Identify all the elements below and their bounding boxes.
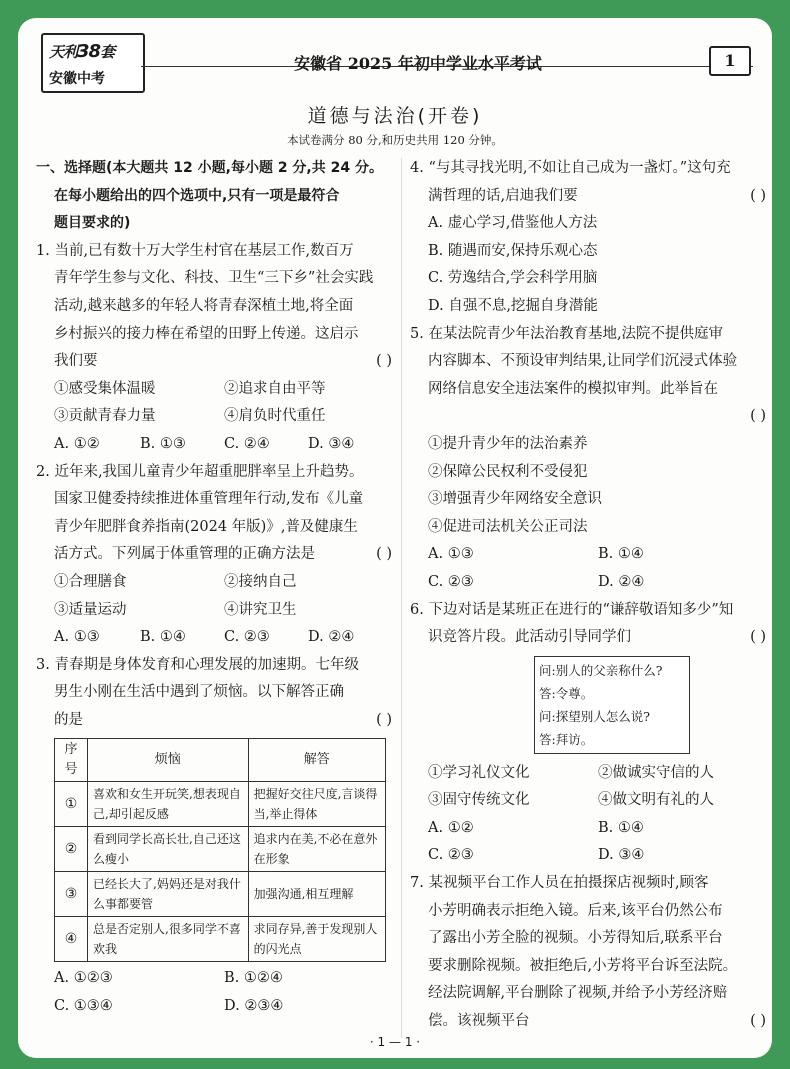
option-c[interactable]: C. ②③ [224,629,270,646]
table-header-row [55,739,386,782]
table-row [55,827,386,872]
row-number: ② [55,827,88,872]
option-c[interactable]: C. 劳逸结合,学会科学用脑 [428,270,598,287]
worries-table [54,738,386,962]
question-text: 了露出小芳全脸的视频。小芳得知后,联系平台 [428,930,723,947]
question-6 [410,597,770,871]
answer-paren[interactable]: ( ) [376,546,392,563]
statement: ④促进司法机关公正司法 [428,518,588,535]
answer-cell: 求同存异,善于发现别人的闪光点 [248,917,385,962]
question-text: 内容脚本、不预设审判结果,让同学们沉浸式体验 [428,353,738,370]
brand-logo [41,33,145,93]
page-number-box: 1 [709,46,751,76]
column-header: 烦恼 [88,739,249,782]
answer-paren[interactable]: ( ) [750,1013,766,1030]
question-text: 国家卫健委持续推进体重管理年行动,发布《儿童 [54,491,364,508]
answer-cell: 把握好交往尺度,言谈得当,举止得体 [248,782,385,827]
options-row [410,541,770,569]
statement: ①提升青少年的法治素养 [428,435,588,452]
statement: ④做文明有礼的人 [598,792,714,809]
statement: ②追求自由平等 [224,380,326,397]
statement: ②保障公民权利不受侵犯 [428,463,588,480]
statement: ③贡献青春力量 [54,408,156,425]
answer-paren[interactable]: ( ) [750,187,766,204]
question-text: 经法院调解,平台删除了视频,并给予小芳经济赔 [428,985,728,1002]
logo-wordmark: 天利38套 [49,41,115,62]
subject-title: 道德与法治(开卷) [307,105,483,127]
option-d[interactable]: D. ③④ [598,847,645,864]
question-text: 男生小刚在生活中遇到了烦恼。以下解答正确 [54,684,344,701]
option-d[interactable]: D. ②③④ [224,998,284,1015]
table-row [55,782,386,827]
options-row [410,815,770,843]
question-text: 5. 在某法院青少年法治教育基地,法院不提供庭审 [410,325,724,342]
column-header: 序号 [55,739,88,782]
question-text: 6. 下边对话是某班正在进行的“谦辞敬语知多少”知 [410,601,734,618]
row-number: ③ [55,872,88,917]
row-number: ① [55,782,88,827]
dialog-line: 答:拜访。 [539,731,594,747]
option-a[interactable]: A. 虚心学习,借鉴他人方法 [428,215,598,232]
statement: ②做诚实守信的人 [598,764,714,781]
option-a[interactable]: A. ①③ [428,546,474,563]
options-row [36,624,396,652]
question-2 [36,459,396,652]
exam-note: 本试卷满分 80 分,和历史共用 120 分钟。 [287,133,503,147]
right-column [410,155,770,1036]
options-row [410,569,770,597]
statement-row [36,376,396,404]
question-text: 要求删除视频。被拒绝后,小芳将平台诉至法院。 [428,957,738,974]
worry-cell: 已经长大了,妈妈还是对我什么事都要管 [88,872,249,917]
statement: ③适量运动 [54,601,127,618]
left-column [36,155,396,1021]
option-d[interactable]: D. ②④ [598,573,645,590]
worry-cell: 总是否定别人,很多同学不喜欢我 [88,917,249,962]
option-a[interactable]: A. ①② [428,819,474,836]
section-instruction: 在每小题给出的四个选项中,只有一项是最符合 [54,187,340,204]
dialog-line: 问:别人的父亲称什么? [539,662,663,678]
question-4 [410,155,770,321]
question-5 [410,321,770,597]
option-b[interactable]: B. ①③ [140,435,186,452]
question-text: 我们要 ( ) [36,348,396,376]
answer-cell: 加强沟通,相互理解 [248,872,385,917]
column-header: 解答 [248,739,385,782]
statement: ④肩负时代重任 [224,408,326,425]
question-text [410,403,770,431]
statement: ①学习礼仪文化 [428,764,530,781]
question-text: 4. “与其寻找光明,不如让自己成为一盏灯。”这句充 [410,160,731,176]
question-text: 活方式。下列属于体重管理的正确方法是 ( ) [36,541,396,569]
option-b[interactable]: B. ①④ [140,629,186,646]
option-b[interactable]: B. 随遇而安,保持乐观心态 [428,242,598,259]
table-row [55,917,386,962]
option-d[interactable]: D. ③④ [308,435,355,452]
question-7 [410,870,770,1036]
question-text: 2. 近年来,我国儿童青少年超重肥胖率呈上升趋势。 [36,463,364,480]
question-text: 偿。该视频平台 ( ) [410,1008,770,1036]
dialog-line: 答:令尊。 [539,685,594,701]
option-d[interactable]: D. ②④ [308,629,355,646]
answer-paren[interactable]: ( ) [376,353,392,370]
exam-title: 安徽省 2025 年初中学业水平考试 [294,54,542,73]
option-d[interactable]: D. 自强不息,挖掘自身潜能 [428,297,598,314]
option-a[interactable]: A. ①③ [54,629,100,646]
statement-row [410,760,770,788]
question-text: 乡村振兴的接力棒在希望的田野上传递。这启示 [54,325,359,342]
question-text: 识竞答片段。此活动引导同学们 ( ) [410,624,770,652]
statement-row [36,597,396,625]
statement: ③固守传统文化 [428,792,530,809]
statement-row [36,569,396,597]
statement-row [36,403,396,431]
option-c[interactable]: C. ①③④ [54,998,113,1015]
statement: ①感受集体温暖 [54,380,156,397]
statement-row [410,787,770,815]
option-b[interactable]: B. ①④ [598,819,644,836]
option-c[interactable]: C. ②④ [224,435,270,452]
worry-cell: 看到同学长高长壮,自己还这么瘦小 [88,827,249,872]
option-c[interactable]: C. ②③ [428,573,474,590]
option-b[interactable]: B. ①②④ [224,970,283,987]
options-row [36,965,396,993]
worry-cell: 喜欢和女生开玩笑,想表现自己,却引起反感 [88,782,249,827]
question-text: 1. 当前,已有数十万大学生村官在基层工作,数百万 [36,242,354,259]
option-c[interactable]: C. ②③ [428,847,474,864]
dialog-box [534,656,690,754]
question-text: 网络信息安全违法案件的模拟审判。此举旨在 [428,380,718,397]
table-row [55,872,386,917]
statement: ④讲究卫生 [224,601,297,618]
question-text: 小芳明确表示拒绝入镜。后来,该平台仍然公布 [428,902,723,919]
answer-paren[interactable]: ( ) [376,711,392,728]
question-1 [36,238,396,459]
statement: ③增强青少年网络安全意识 [428,491,602,508]
question-text: 青年学生参与文化、科技、卫生“三下乡”社会实践 [54,270,374,287]
option-a[interactable]: A. ①② [54,435,100,452]
column-divider [401,158,402,1038]
exam-page [18,18,772,1058]
page-footer: · 1 — 1 · [369,1035,421,1049]
answer-paren[interactable]: ( ) [750,408,766,425]
options-row [36,993,396,1021]
section-instruction: 题目要求的) [54,215,131,232]
logo-subtitle: 安徽中考 [49,71,105,87]
row-number: ④ [55,917,88,962]
option-a[interactable]: A. ①②③ [54,970,113,987]
options-row [36,431,396,459]
answer-cell: 追求内在美,不必在意外在形象 [248,827,385,872]
options-row [410,842,770,870]
question-3 [36,652,396,1021]
answer-paren[interactable]: ( ) [750,629,766,646]
question-text: 满哲理的话,启迪我们要 ( ) [410,183,770,211]
question-text: 3. 青春期是身体发育和心理发展的加速期。七年级 [36,656,359,673]
statement: ②接纳自己 [224,573,297,590]
section-heading: 一、选择题(本大题共 12 小题,每小题 2 分,共 24 分。 [36,160,383,176]
option-b[interactable]: B. ①④ [598,546,644,563]
dialog-line: 问:探望别人怎么说? [539,708,650,724]
statement: ①合理膳食 [54,573,127,590]
question-text: 的是 ( ) [36,707,396,735]
question-text: 青少年肥胖食养指南(2024 年版)》,普及健康生 [54,518,358,535]
question-text: 7. 某视频平台工作人员在拍摄探店视频时,顾客 [410,875,709,892]
question-text: 活动,越来越多的年轻人将青春深植土地,将全面 [54,297,354,314]
